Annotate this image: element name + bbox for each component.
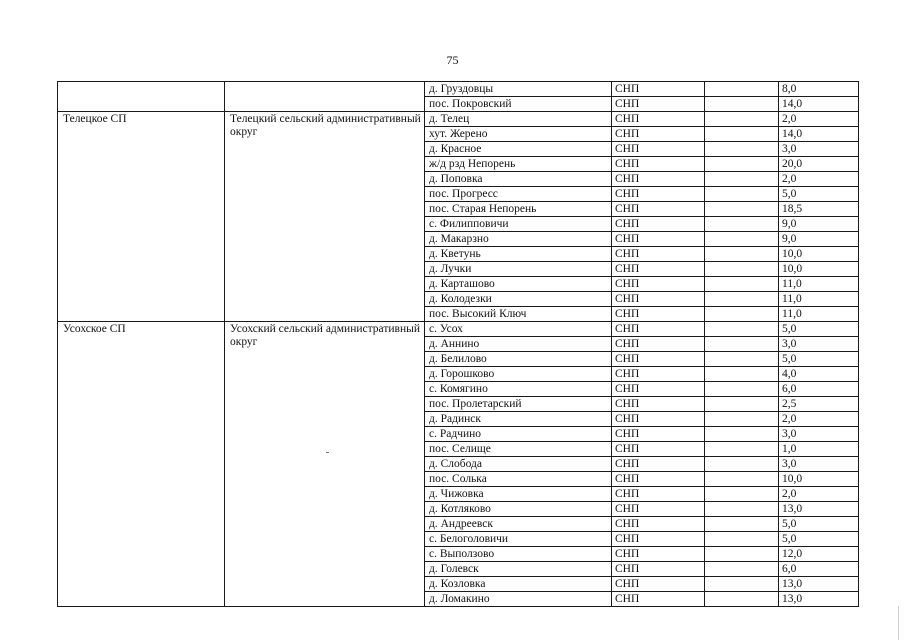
empty-cell [705, 217, 779, 232]
municipality-cell: Телецкое СП [58, 112, 225, 322]
settlement-type-cell: СНП [612, 397, 705, 412]
settlement-type-cell: СНП [612, 292, 705, 307]
settlement-name-cell: с. Выползово [425, 547, 612, 562]
settlement-name-cell: д. Поповка [425, 172, 612, 187]
settlement-name-cell: пос. Селище [425, 442, 612, 457]
settlement-type-cell: СНП [612, 217, 705, 232]
settlement-name-cell: д. Чижовка [425, 487, 612, 502]
settlement-name-cell: д. Колодезки [425, 292, 612, 307]
empty-cell [705, 502, 779, 517]
settlement-type-cell: СНП [612, 82, 705, 97]
page-number: 75 [446, 53, 459, 67]
empty-cell [705, 262, 779, 277]
distance-cell: 3,0 [779, 337, 859, 352]
empty-cell [705, 82, 779, 97]
distance-cell: 14,0 [779, 127, 859, 142]
settlement-type-cell: СНП [612, 247, 705, 262]
distance-cell: 3,0 [779, 457, 859, 472]
settlement-name-cell: д. Белилово [425, 352, 612, 367]
distance-cell: 13,0 [779, 502, 859, 517]
empty-cell [705, 157, 779, 172]
distance-cell: 11,0 [779, 277, 859, 292]
distance-cell: 6,0 [779, 562, 859, 577]
settlement-type-cell: СНП [612, 442, 705, 457]
empty-cell [705, 277, 779, 292]
empty-cell [705, 172, 779, 187]
settlement-name-cell: с. Усох [425, 322, 612, 337]
settlement-name-cell: д. Котляково [425, 502, 612, 517]
distance-cell: 13,0 [779, 592, 859, 607]
settlement-name-cell: пос. Прогресс [425, 187, 612, 202]
distance-cell: 5,0 [779, 517, 859, 532]
empty-cell [705, 247, 779, 262]
empty-cell [705, 397, 779, 412]
settlement-name-cell: пос. Высокий Ключ [425, 307, 612, 322]
settlement-name-cell: д. Козловка [425, 577, 612, 592]
settlement-name-cell: пос. Покровский [425, 97, 612, 112]
distance-cell: 13,0 [779, 577, 859, 592]
empty-cell [705, 352, 779, 367]
settlement-type-cell: СНП [612, 307, 705, 322]
settlement-type-cell: СНП [612, 472, 705, 487]
settlement-name-cell: пос. Пролетарский [425, 397, 612, 412]
distance-cell: 20,0 [779, 157, 859, 172]
settlement-type-cell: СНП [612, 202, 705, 217]
settlement-type-cell: СНП [612, 547, 705, 562]
settlement-type-cell: СНП [612, 592, 705, 607]
distance-cell: 3,0 [779, 427, 859, 442]
settlement-name-cell: д. Андреевск [425, 517, 612, 532]
empty-cell [705, 442, 779, 457]
distance-cell: 10,0 [779, 472, 859, 487]
empty-cell [705, 427, 779, 442]
settlement-name-cell: д. Слобода [425, 457, 612, 472]
table-row [58, 82, 859, 97]
district-cell: Усохский сельский административный округ [225, 322, 425, 607]
settlement-type-cell: СНП [612, 517, 705, 532]
distance-cell: 2,5 [779, 397, 859, 412]
settlement-type-cell: СНП [612, 412, 705, 427]
settlement-type-cell: СНП [612, 142, 705, 157]
settlement-type-cell: СНП [612, 127, 705, 142]
district-cell: Телецкий сельский административный округ [225, 112, 425, 322]
distance-cell: 10,0 [779, 247, 859, 262]
distance-cell: 10,0 [779, 262, 859, 277]
settlements-table [57, 81, 859, 607]
empty-cell [705, 547, 779, 562]
settlement-type-cell: СНП [612, 157, 705, 172]
settlement-name-cell: пос. Солька [425, 472, 612, 487]
distance-cell: 8,0 [779, 82, 859, 97]
empty-cell [705, 562, 779, 577]
empty-cell [705, 127, 779, 142]
settlement-name-cell: д. Карташово [425, 277, 612, 292]
empty-cell [705, 517, 779, 532]
settlement-type-cell: СНП [612, 112, 705, 127]
settlement-type-cell: СНП [612, 577, 705, 592]
empty-cell [705, 142, 779, 157]
settlement-type-cell: СНП [612, 382, 705, 397]
settlement-type-cell: СНП [612, 262, 705, 277]
empty-cell [705, 187, 779, 202]
settlement-name-cell: д. Лучки [425, 262, 612, 277]
empty-cell [705, 487, 779, 502]
distance-cell: 2,0 [779, 112, 859, 127]
scan-edge-line [898, 606, 899, 640]
empty-cell [705, 292, 779, 307]
settlement-type-cell: СНП [612, 487, 705, 502]
settlement-name-cell: д. Кветунь [425, 247, 612, 262]
settlement-type-cell: СНП [612, 277, 705, 292]
settlement-name-cell: с. Белоголовичи [425, 532, 612, 547]
scan-mark [326, 452, 329, 453]
settlement-name-cell: с. Филипповичи [425, 217, 612, 232]
settlement-type-cell: СНП [612, 532, 705, 547]
distance-cell: 4,0 [779, 367, 859, 382]
settlement-name-cell: д. Горошково [425, 367, 612, 382]
distance-cell: 5,0 [779, 532, 859, 547]
settlement-type-cell: СНП [612, 502, 705, 517]
settlement-name-cell: д. Макарзно [425, 232, 612, 247]
settlement-type-cell: СНП [612, 427, 705, 442]
table-row [58, 322, 859, 337]
empty-cell [705, 307, 779, 322]
settlement-type-cell: СНП [612, 322, 705, 337]
distance-cell: 5,0 [779, 322, 859, 337]
empty-cell [705, 382, 779, 397]
table-row [58, 112, 859, 127]
settlement-name-cell: пос. Старая Непорень [425, 202, 612, 217]
settlement-type-cell: СНП [612, 457, 705, 472]
settlement-name-cell: с. Радчино [425, 427, 612, 442]
empty-cell [705, 112, 779, 127]
settlement-type-cell: СНП [612, 232, 705, 247]
settlement-type-cell: СНП [612, 352, 705, 367]
empty-cell [705, 322, 779, 337]
settlement-name-cell: д. Радинск [425, 412, 612, 427]
distance-cell: 2,0 [779, 172, 859, 187]
municipality-cell [58, 82, 225, 112]
settlement-type-cell: СНП [612, 562, 705, 577]
empty-cell [705, 457, 779, 472]
settlement-name-cell: д. Груздовцы [425, 82, 612, 97]
distance-cell: 11,0 [779, 307, 859, 322]
distance-cell: 2,0 [779, 412, 859, 427]
settlement-type-cell: СНП [612, 187, 705, 202]
settlement-type-cell: СНП [612, 172, 705, 187]
empty-cell [705, 367, 779, 382]
empty-cell [705, 472, 779, 487]
distance-cell: 2,0 [779, 487, 859, 502]
settlement-type-cell: СНП [612, 367, 705, 382]
distance-cell: 3,0 [779, 142, 859, 157]
settlement-name-cell: д. Голевск [425, 562, 612, 577]
settlement-name-cell: д. Ломакино [425, 592, 612, 607]
distance-cell: 12,0 [779, 547, 859, 562]
distance-cell: 11,0 [779, 292, 859, 307]
distance-cell: 18,5 [779, 202, 859, 217]
settlement-type-cell: СНП [612, 97, 705, 112]
municipality-cell: Усохское СП [58, 322, 225, 607]
settlement-name-cell: д. Красное [425, 142, 612, 157]
distance-cell: 1,0 [779, 442, 859, 457]
settlements-table-body [58, 82, 859, 607]
empty-cell [705, 577, 779, 592]
distance-cell: 9,0 [779, 232, 859, 247]
distance-cell: 5,0 [779, 187, 859, 202]
empty-cell [705, 202, 779, 217]
empty-cell [705, 97, 779, 112]
empty-cell [705, 232, 779, 247]
settlement-name-cell: д. Телец [425, 112, 612, 127]
distance-cell: 9,0 [779, 217, 859, 232]
empty-cell [705, 337, 779, 352]
settlement-name-cell: ж/д рзд Непорень [425, 157, 612, 172]
distance-cell: 5,0 [779, 352, 859, 367]
settlement-name-cell: с. Комягино [425, 382, 612, 397]
empty-cell [705, 592, 779, 607]
empty-cell [705, 412, 779, 427]
settlement-name-cell: д. Аннино [425, 337, 612, 352]
empty-cell [705, 532, 779, 547]
distance-cell: 14,0 [779, 97, 859, 112]
district-cell [225, 82, 425, 112]
settlement-name-cell: хут. Жерено [425, 127, 612, 142]
distance-cell: 6,0 [779, 382, 859, 397]
settlement-type-cell: СНП [612, 337, 705, 352]
